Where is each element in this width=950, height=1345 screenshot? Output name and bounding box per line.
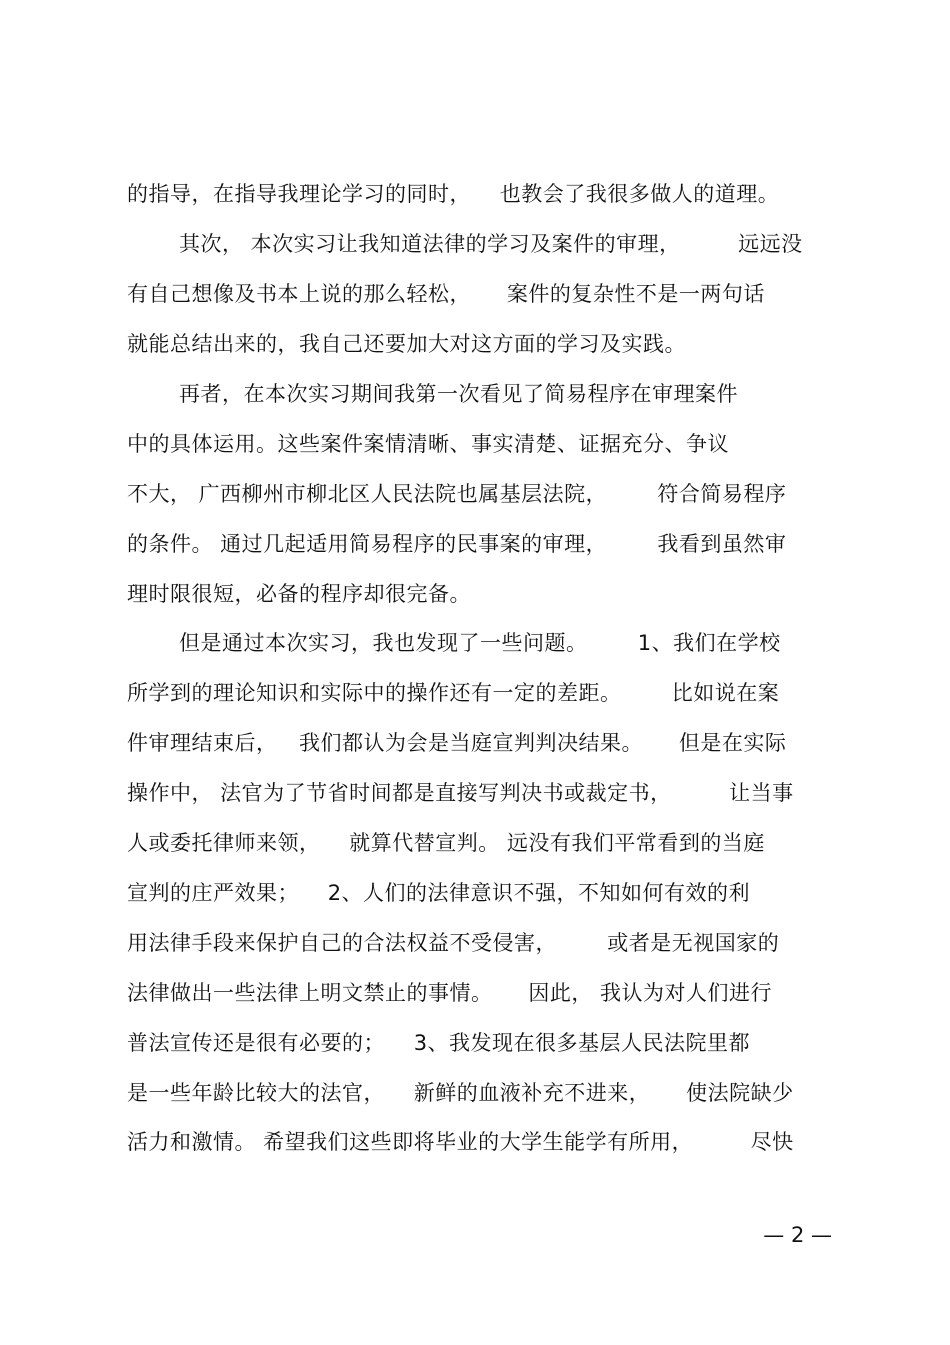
text-line-6: 中的具体运用。这些案件案情清晰、事实清楚、证据充分、争议 bbox=[127, 432, 729, 456]
text-line-3: 有自己想像及书本上说的那么轻松， 案件的复杂性不是一两句话 bbox=[127, 282, 765, 306]
text-line-18: 普法宣传还是很有必要的； 3、我发现在很多基层人民法院里都 bbox=[127, 1031, 751, 1055]
text-line-2: 其次， 本次实习让我知道法律的学习及案件的审理， 远远没 bbox=[179, 232, 803, 256]
text-line-10: 但是通过本次实习，我也发现了一些问题。 1、我们在学校 bbox=[179, 631, 781, 655]
text-line-11: 所学到的理论知识和实际中的操作还有一定的差距。 比如说在案 bbox=[127, 681, 780, 705]
text-line-20: 活力和激情。 希望我们这些即将毕业的大学生能学有所用， 尽快 bbox=[127, 1130, 794, 1154]
text-line-19: 是一些年龄比较大的法官， 新鲜的血液补充不进来， 使法院缺少 bbox=[127, 1081, 794, 1105]
text-line-15: 宣判的庄严效果； 2、人们的法律意识不强，不知如何有效的利 bbox=[127, 881, 751, 905]
text-line-7: 不大， 广西柳州市柳北区人民法院也属基层法院， 符合简易程序 bbox=[127, 482, 787, 506]
text-line-12: 件审理结束后， 我们都认为会是当庭宣判判决结果。 但是在实际 bbox=[127, 731, 787, 755]
text-line-14: 人或委托律师来领， 就算代替宣判。 远没有我们平常看到的当庭 bbox=[127, 831, 765, 855]
text-line-16: 用法律手段来保护自己的合法权益不受侵害， 或者是无视国家的 bbox=[127, 931, 780, 955]
text-line-5: 再者，在本次实习期间我第一次看见了简易程序在审理案件 bbox=[179, 382, 738, 406]
text-line-17: 法律做出一些法律上明文禁止的事情。 因此， 我认为对人们进行 bbox=[127, 981, 773, 1005]
text-line-4: 就能总结出来的，我自己还要加大对这方面的学习及实践。 bbox=[127, 332, 686, 356]
text-line-1: 的指导，在指导我理论学习的同时， 也教会了我很多做人的道理。 bbox=[127, 182, 780, 206]
text-line-9: 理时限很短，必备的程序却很完备。 bbox=[127, 582, 471, 606]
text-line-8: 的条件。 通过几起适用简易程序的民事案的审理， 我看到虽然审 bbox=[127, 532, 787, 556]
page-number: — 2 — bbox=[763, 1223, 832, 1247]
text-line-13: 操作中， 法官为了节省时间都是直接写判决书或裁定书， 让当事 bbox=[127, 781, 794, 805]
